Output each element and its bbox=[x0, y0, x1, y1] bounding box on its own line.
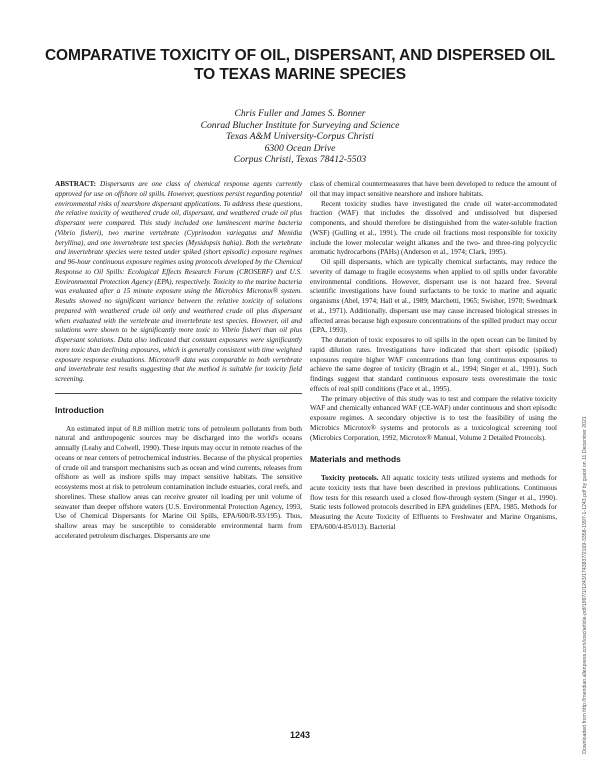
author-street: 6300 Ocean Drive bbox=[264, 142, 336, 154]
right-paragraph-1: Recent toxicity studies have investigated the crude oil water-accommodated fraction (WAF) that includes the dissolved and undissolved but dispersed components, and should therefore be distinguished from the water-soluble fraction (WSF) (Gulling et al., 1991). The crude oil fractions most responsible for toxicity include the lower molecular weight alkanes and the two- and three-ring polycyclic aromatic hydrocarbons (PAHs) (Anderson et al., 1974; Clark, 1995). bbox=[310, 199, 557, 257]
title-line-2: TO TEXAS MARINE SPECIES bbox=[194, 66, 406, 83]
paper-title bbox=[40, 46, 560, 84]
download-sidebar bbox=[582, 390, 596, 754]
materials-methods-heading: Materials and methods bbox=[310, 454, 401, 465]
toxicity-protocols-text: All aquatic toxicity tests utilized systems and methods for acute toxicity tests that have been described in previous publications. Continuous flow tests for this research used a closed flow-through system (Singer et al., 1990). Static tests followed protocols described in EPA guidelines (EPA, 1985, Methods for Measuring the Acute Toxicity of Effluents to Freshwater and Marine Organisms, EPA/600/4-85/013). Bacterial bbox=[310, 474, 557, 531]
author-institute: Conrad Blucher Institute for Surveying and Science bbox=[200, 119, 400, 131]
right-paragraph-2: Oil spill dispersants, which are typically chemical surfactants, may reduce the severity of damage to fragile ecosystems when applied to oil spills under favorable environmental conditions. However, dispersant use is not hazard free. Several scientific investigations have found surfactants to be toxic to marine and aquatic organisms (Abel, 1974; Hall et al., 1989; Marchetti, 1965; Swisher, 1970; Swedmark et al., 1971). Additionally, dispersant use may cause increased biological stresses in affected areas because high exposure concentrations of the spilled product may occur (EPA, 1993). bbox=[310, 258, 557, 335]
author-block bbox=[80, 108, 520, 166]
abstract-label: ABSTRACT: bbox=[55, 180, 97, 188]
right-paragraph-4: The primary objective of this study was to test and compare the relative toxicity WAF and chemically enhanced WAF (CE-WAF) under continuous and short episodic exposure regimes. A secondary objective is to test the feasibility of using the Microbics Microtox® systems and protocols as a toxicological screening tool (Microbics Corporation, 1992, Microtox® Manual, Volume 2 Detailed Protocols). bbox=[310, 394, 557, 442]
left-column bbox=[55, 180, 302, 542]
abstract-divider bbox=[55, 393, 302, 394]
author-university: Texas A&M University-Corpus Christi bbox=[226, 131, 374, 143]
download-notice: Downloaded from http://meridian.allenpress.com/iosc/article-pdf/1997/1/1243/1743837/2169-3358-1997-1-1243.pdf by guest on 11 December 2021 bbox=[582, 416, 588, 754]
author-names: Chris Fuller and James S. Bonner bbox=[234, 108, 366, 119]
introduction-paragraph-1: An estimated input of 8.8 million metric tons of petroleum pollutants from both natural and anthropogenic sources may be discharged into the world's oceans annually (Leahy and Colwell, 1990). These inputs may occur in remote reaches of the oceans or near centers of petrochemical industries. Because of the physical properties of crude oil and transport mechanisms such as ocean and wind currents, releases from offshore as well as inshore spills may impact sensitive habitats. The sensitive ecosystems most at risk to petroleum contamination include estuaries, coral reefs, and shorelines. These shallow areas can receive greater oil loading per unit volume of seawater than deeper offshore waters (U.S. Environmental Protection Agency, 1993, Use of Chemical Dispersants for Marine Oil Spills, EPA/600/R-93/195). Thus, shallow areas may be susceptible to considerable environmental harm from accelerated petroleum discharges. Dispersants are one bbox=[55, 424, 302, 540]
right-column bbox=[310, 180, 557, 533]
right-paragraph-3: The duration of toxic exposures to oil spills in the open ocean can be limited by rapid dilution rates. Investigations have indicated that short episodic (spiked) exposures require higher WAF concentrations than long continuous exposures to achieve the same degree of toxicity (Bragin et al., 1994; Singer et al., 1991). Such findings suggest that standard continuous exposure tests overestimate the toxic effects of real spill conditions (Pace et al., 1995). bbox=[310, 336, 557, 393]
toxicity-protocols-label: Toxicity protocols. bbox=[321, 474, 379, 482]
author-city: Corpus Christi, Texas 78412-5503 bbox=[233, 154, 367, 166]
abstract bbox=[55, 180, 302, 385]
materials-methods-paragraph bbox=[310, 474, 557, 533]
introduction-heading: Introduction bbox=[55, 404, 104, 415]
right-paragraph-0: class of chemical countermeasures that have been developed to reduce the amount of oil that may impact sensitive nearshore and inshore habitats. bbox=[310, 180, 557, 198]
page-number: 1243 bbox=[289, 730, 311, 740]
abstract-text: Dispersants are one class of chemical response agents currently approved for use on offshore oil spills. However, questions persist regarding potential environmental risks of nearshore dispersant applications. To address these questions, the relative toxicity of weathered crude oil, dispersant, and weathered crude oil plus dispersant were compared. This study included one luminescent marine bacteria (Vibrio fisheri), two marine vertebrate (Cyprinodon variegatus and Menidia beryllina), and one invertebrate test species (Mysidopsis bahia). Both the vertebrate and invertebrate species were tested under spiked (short episodic) exposure regimes and 96-hour continuous exposure regimes using protocols developed by the Chemical Response to Oil Spills: Ecological Effects Research Forum (CROSERF) and U.S. Environmental Protection Agency (EPA), respectively. Toxicity to the marine bacteria was evaluated after a 15 minute exposure using the Microbics Microtox® system. Results showed no significant variance between the relative toxicity of solutions prepared with weathered crude oil only and weathered crude oil plus dispersant when evaluated with the vertebrate and invertebrate test species. However, oil and solutions were shown to be significantly more toxic to Vibrio fisheri than oil plus dispersant solutions. Data also indicated that constant exposures were significantly more toxic than declining exposures, which is generally consistent with time weighted exposure response evaluations. Microtox® data was comparable to both vertebrate and invertebrate test results suggesting that the method is suitable for toxicity field screening. bbox=[55, 180, 303, 383]
title-line-1: COMPARATIVE TOXICITY OF OIL, DISPERSANT, AND DISPERSED OIL bbox=[44, 47, 556, 64]
